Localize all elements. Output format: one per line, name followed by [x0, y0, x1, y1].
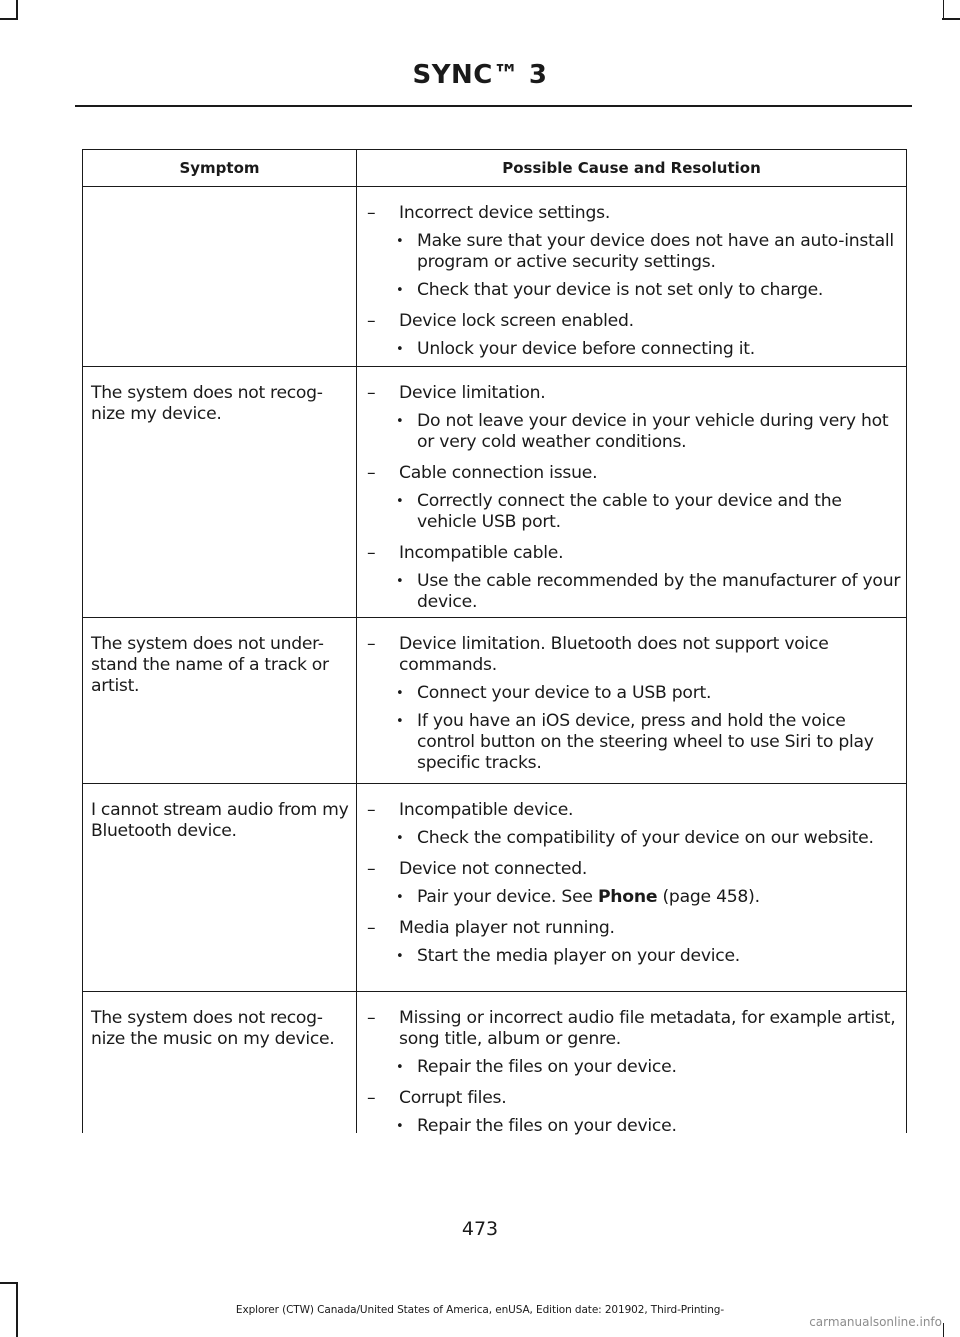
bullet-marker: • [396, 283, 404, 298]
resolution-text: Check that your device is not set only to charge. [417, 280, 824, 300]
cause-text: Media player not running. [399, 918, 615, 938]
bullet-marker: • [396, 1119, 404, 1134]
cause-item [367, 1088, 902, 1109]
cause-item [367, 634, 902, 676]
cause-cell [357, 618, 906, 783]
cause-item [367, 203, 902, 224]
bullet-marker: • [396, 831, 404, 846]
cause-text: Incompatible device. [399, 800, 574, 820]
bullet-marker: • [396, 714, 404, 729]
resolution-item [367, 339, 902, 360]
crop-mark [0, 1282, 18, 1284]
bullet-marker: • [396, 414, 404, 429]
dash-marker: – [367, 383, 376, 403]
cause-item [367, 311, 902, 332]
resolution-text: Repair the files on your device. [417, 1116, 677, 1136]
resolution-item [367, 887, 902, 908]
edition-footer: Explorer (CTW) Canada/United States of America, enUSA, Edition date: 201902, Third-Printing- [235, 1304, 725, 1316]
resolution-text: Repair the files on your device. [417, 1057, 677, 1077]
bullet-marker: • [396, 342, 404, 357]
cause-text: Missing or incorrect audio file metadata, for example artist, song title, album or genre. [399, 1008, 896, 1049]
cause-text: Corrupt files. [399, 1088, 507, 1108]
cause-text: Device not connected. [399, 859, 588, 879]
cause-item [367, 800, 902, 821]
cause-item [367, 859, 902, 880]
resolution-item [367, 280, 902, 301]
cause-cell [357, 992, 906, 1136]
resolution-item [367, 411, 902, 453]
dash-marker: – [367, 1008, 376, 1028]
bullet-marker: • [396, 890, 404, 905]
table-row [83, 618, 906, 784]
cause-item [367, 1008, 902, 1050]
resolution-text: Unlock your device before connecting it. [417, 339, 755, 359]
cause-text: Incorrect device settings. [399, 203, 611, 223]
cause-cell [357, 187, 906, 366]
dash-marker: – [367, 203, 376, 223]
crop-mark [943, 0, 945, 20]
crop-mark [942, 18, 960, 20]
symptom-cell: I cannot stream audio from my Bluetooth device. [83, 784, 357, 991]
bullet-marker: • [396, 574, 404, 589]
resolution-item [367, 711, 902, 774]
dash-marker: – [367, 634, 376, 654]
pair-prefix: Pair your device. See [417, 887, 593, 907]
resolution-item [367, 1116, 902, 1137]
table-header [83, 150, 906, 187]
cause-cell [357, 784, 906, 991]
bullet-marker: • [396, 686, 404, 701]
bullet-marker: • [396, 1060, 404, 1075]
page-number: 473 [461, 1218, 499, 1240]
resolution-item [367, 571, 902, 613]
resolution-item [367, 1057, 902, 1078]
resolution-text: Start the media player on your device. [417, 946, 741, 966]
column-header-symptom: Symptom [83, 150, 357, 186]
dash-marker: – [367, 800, 376, 820]
header-rule [75, 105, 912, 107]
resolution-item [367, 491, 902, 533]
dash-marker: – [367, 463, 376, 483]
cause-text: Device lock screen enabled. [399, 311, 634, 331]
crop-mark [16, 0, 18, 20]
resolution-item [367, 946, 902, 967]
symptom-cell: The system does not under-stand the name of a track or artist. [83, 618, 357, 783]
dash-marker: – [367, 918, 376, 938]
resolution-text: Use the cable recommended by the manufacturer of your device. [417, 571, 901, 612]
dash-marker: – [367, 543, 376, 563]
cause-item [367, 543, 902, 564]
table-row [83, 992, 906, 1136]
bullet-marker: • [396, 234, 404, 249]
troubleshooting-table [82, 149, 907, 1136]
resolution-text: If you have an iOS device, press and hold the voice control button on the steering wheel to use Siri to play specific tracks. [417, 711, 874, 773]
table-row [83, 367, 906, 618]
symptom-cell: The system does not recog-nize my device. [83, 367, 357, 617]
dash-marker: – [367, 859, 376, 879]
resolution-item [367, 828, 902, 849]
cause-item [367, 383, 902, 404]
table-row [83, 784, 906, 992]
watermark: carmanualsonline.info [809, 1315, 942, 1329]
cause-text: Device limitation. [399, 383, 546, 403]
symptom-cell [83, 187, 357, 366]
cause-item [367, 463, 902, 484]
phone-link[interactable]: Phone [597, 887, 658, 907]
resolution-item [367, 683, 902, 704]
crop-mark [943, 1323, 945, 1337]
resolution-text: Make sure that your device does not have an auto-install program or active security settings. [417, 231, 894, 272]
table-row [83, 187, 906, 367]
symptom-cell: The system does not recog-nize the music on my device. [83, 992, 357, 1133]
page-title: SYNC™ 3 [412, 60, 548, 90]
crop-mark [0, 18, 18, 20]
resolution-text [417, 887, 902, 908]
cause-cell [357, 367, 906, 617]
resolution-text: Check the compatibility of your device on our website. [417, 828, 874, 848]
pair-suffix: (page 458). [662, 887, 760, 907]
bullet-marker: • [396, 494, 404, 509]
bullet-marker: • [396, 949, 404, 964]
resolution-text: Connect your device to a USB port. [417, 683, 712, 703]
cause-text: Cable connection issue. [399, 463, 598, 483]
cause-item [367, 918, 902, 939]
resolution-item [367, 231, 902, 273]
cause-text: Device limitation. Bluetooth does not support voice commands. [399, 634, 829, 675]
column-header-cause: Possible Cause and Resolution [502, 159, 761, 177]
cause-text: Incompatible cable. [399, 543, 564, 563]
dash-marker: – [367, 1088, 376, 1108]
dash-marker: – [367, 311, 376, 331]
resolution-text: Correctly connect the cable to your device and the vehicle USB port. [417, 491, 842, 532]
resolution-text: Do not leave your device in your vehicle during very hot or very cold weather conditions. [417, 411, 889, 452]
